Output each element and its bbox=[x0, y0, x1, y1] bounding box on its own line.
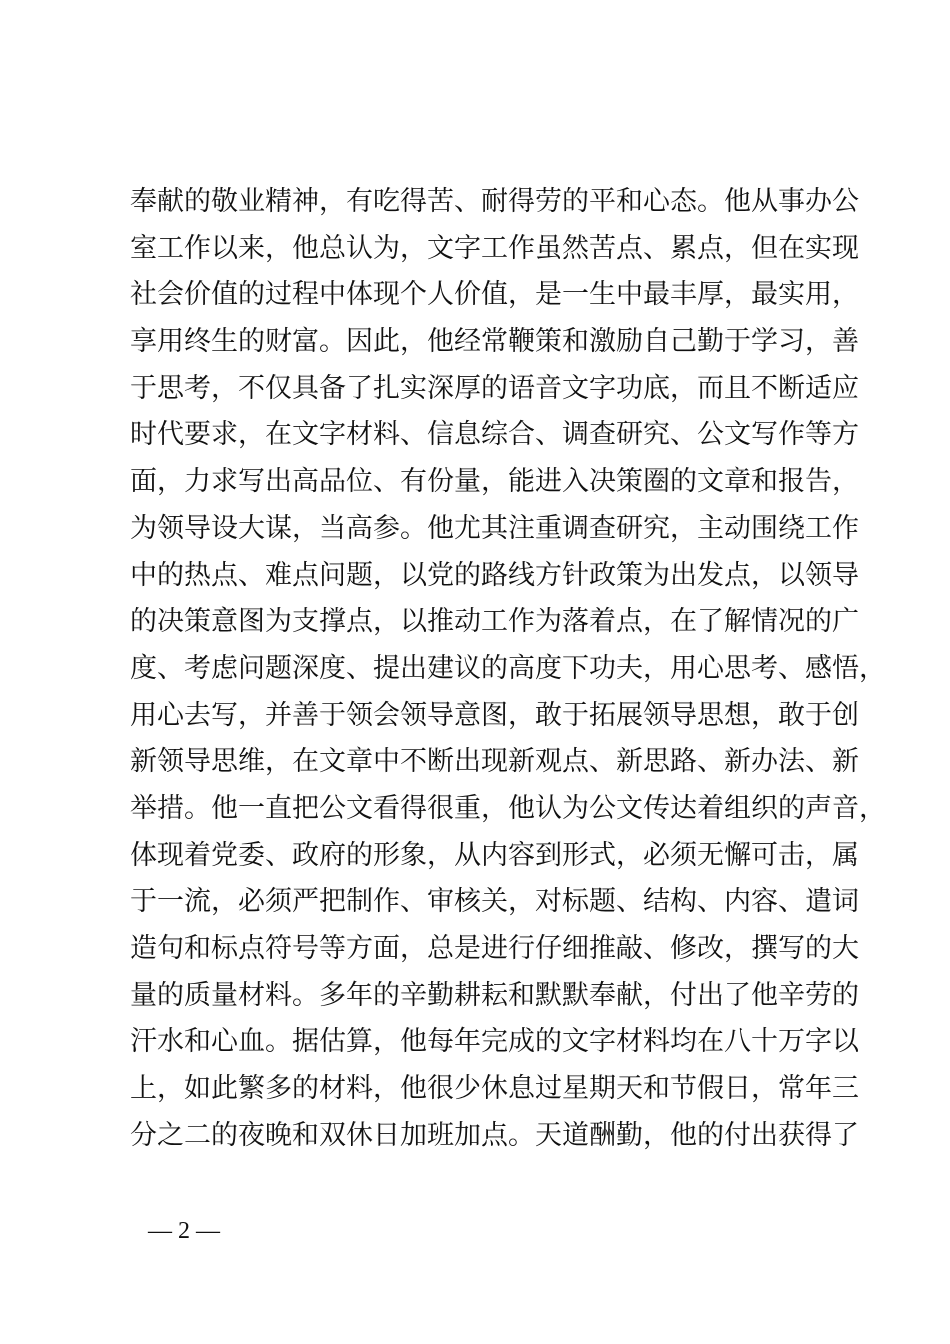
text-line: 享用终生的财富。因此，他经常鞭策和激励自己勤于学习，善 bbox=[130, 326, 859, 357]
text-line: 体现着党委、政府的形象，从内容到形式，必须无懈可击，属 bbox=[130, 839, 859, 870]
text-line: 面，力求写出高品位、有份量，能进入决策圈的文章和报告， bbox=[130, 466, 859, 497]
text-line: 为领导设大谋，当高参。他尤其注重调查研究，主动围绕工作 bbox=[130, 512, 859, 543]
text-line: 汗水和心血。据估算，他每年完成的文字材料均在八十万字以 bbox=[130, 1026, 859, 1057]
text-line: 时代要求，在文字材料、信息综合、调查研究、公文写作等方 bbox=[130, 419, 859, 450]
text-line: 用心去写，并善于领会领导意图，敢于拓展领导思想，敢于创 bbox=[130, 699, 859, 730]
text-line: 的决策意图为支撑点，以推动工作为落着点，在了解情况的广 bbox=[130, 606, 859, 637]
text-line: 奉献的敬业精神，有吃得苦、耐得劳的平和心态。他从事办公 bbox=[130, 186, 859, 216]
text-line: 举措。他一直把公文看得很重，他认为公文传达着组织的声音， bbox=[130, 792, 886, 823]
text-line: 于一流，必须严把制作、审核关，对标题、结构、内容、遣词 bbox=[130, 886, 859, 917]
text-line: 分之二的夜晚和双休日加班加点。天道酬勤，他的付出获得了 bbox=[130, 1119, 859, 1150]
text-line: 上，如此繁多的材料，他很少休息过星期天和节假日，常年三 bbox=[130, 1073, 859, 1104]
body-text bbox=[130, 178, 886, 1158]
text-line: 于思考，不仅具备了扎实深厚的语音文字功底，而且不断适应 bbox=[130, 372, 859, 403]
text-line: 量的质量材料。多年的辛勤耕耘和默默奉献，付出了他辛劳的 bbox=[130, 979, 859, 1010]
text-line: 中的热点、难点问题，以党的路线方针政策为出发点，以领导 bbox=[130, 559, 859, 590]
text-line: 社会价值的过程中体现个人价值，是一生中最丰厚，最实用， bbox=[130, 279, 859, 310]
text-line: 度、考虑问题深度、提出建议的高度下功夫，用心思考、感悟， bbox=[130, 652, 886, 683]
text-line: 造句和标点符号等方面，总是进行仔细推敲、修改，撰写的大 bbox=[130, 933, 859, 963]
text-line: 新领导思维，在文章中不断出现新观点、新思路、新办法、新 bbox=[130, 746, 859, 777]
page-number: — 2 — bbox=[148, 1218, 220, 1244]
text-line: 室工作以来，他总认为，文字工作虽然苦点、累点，但在实现 bbox=[130, 232, 859, 263]
